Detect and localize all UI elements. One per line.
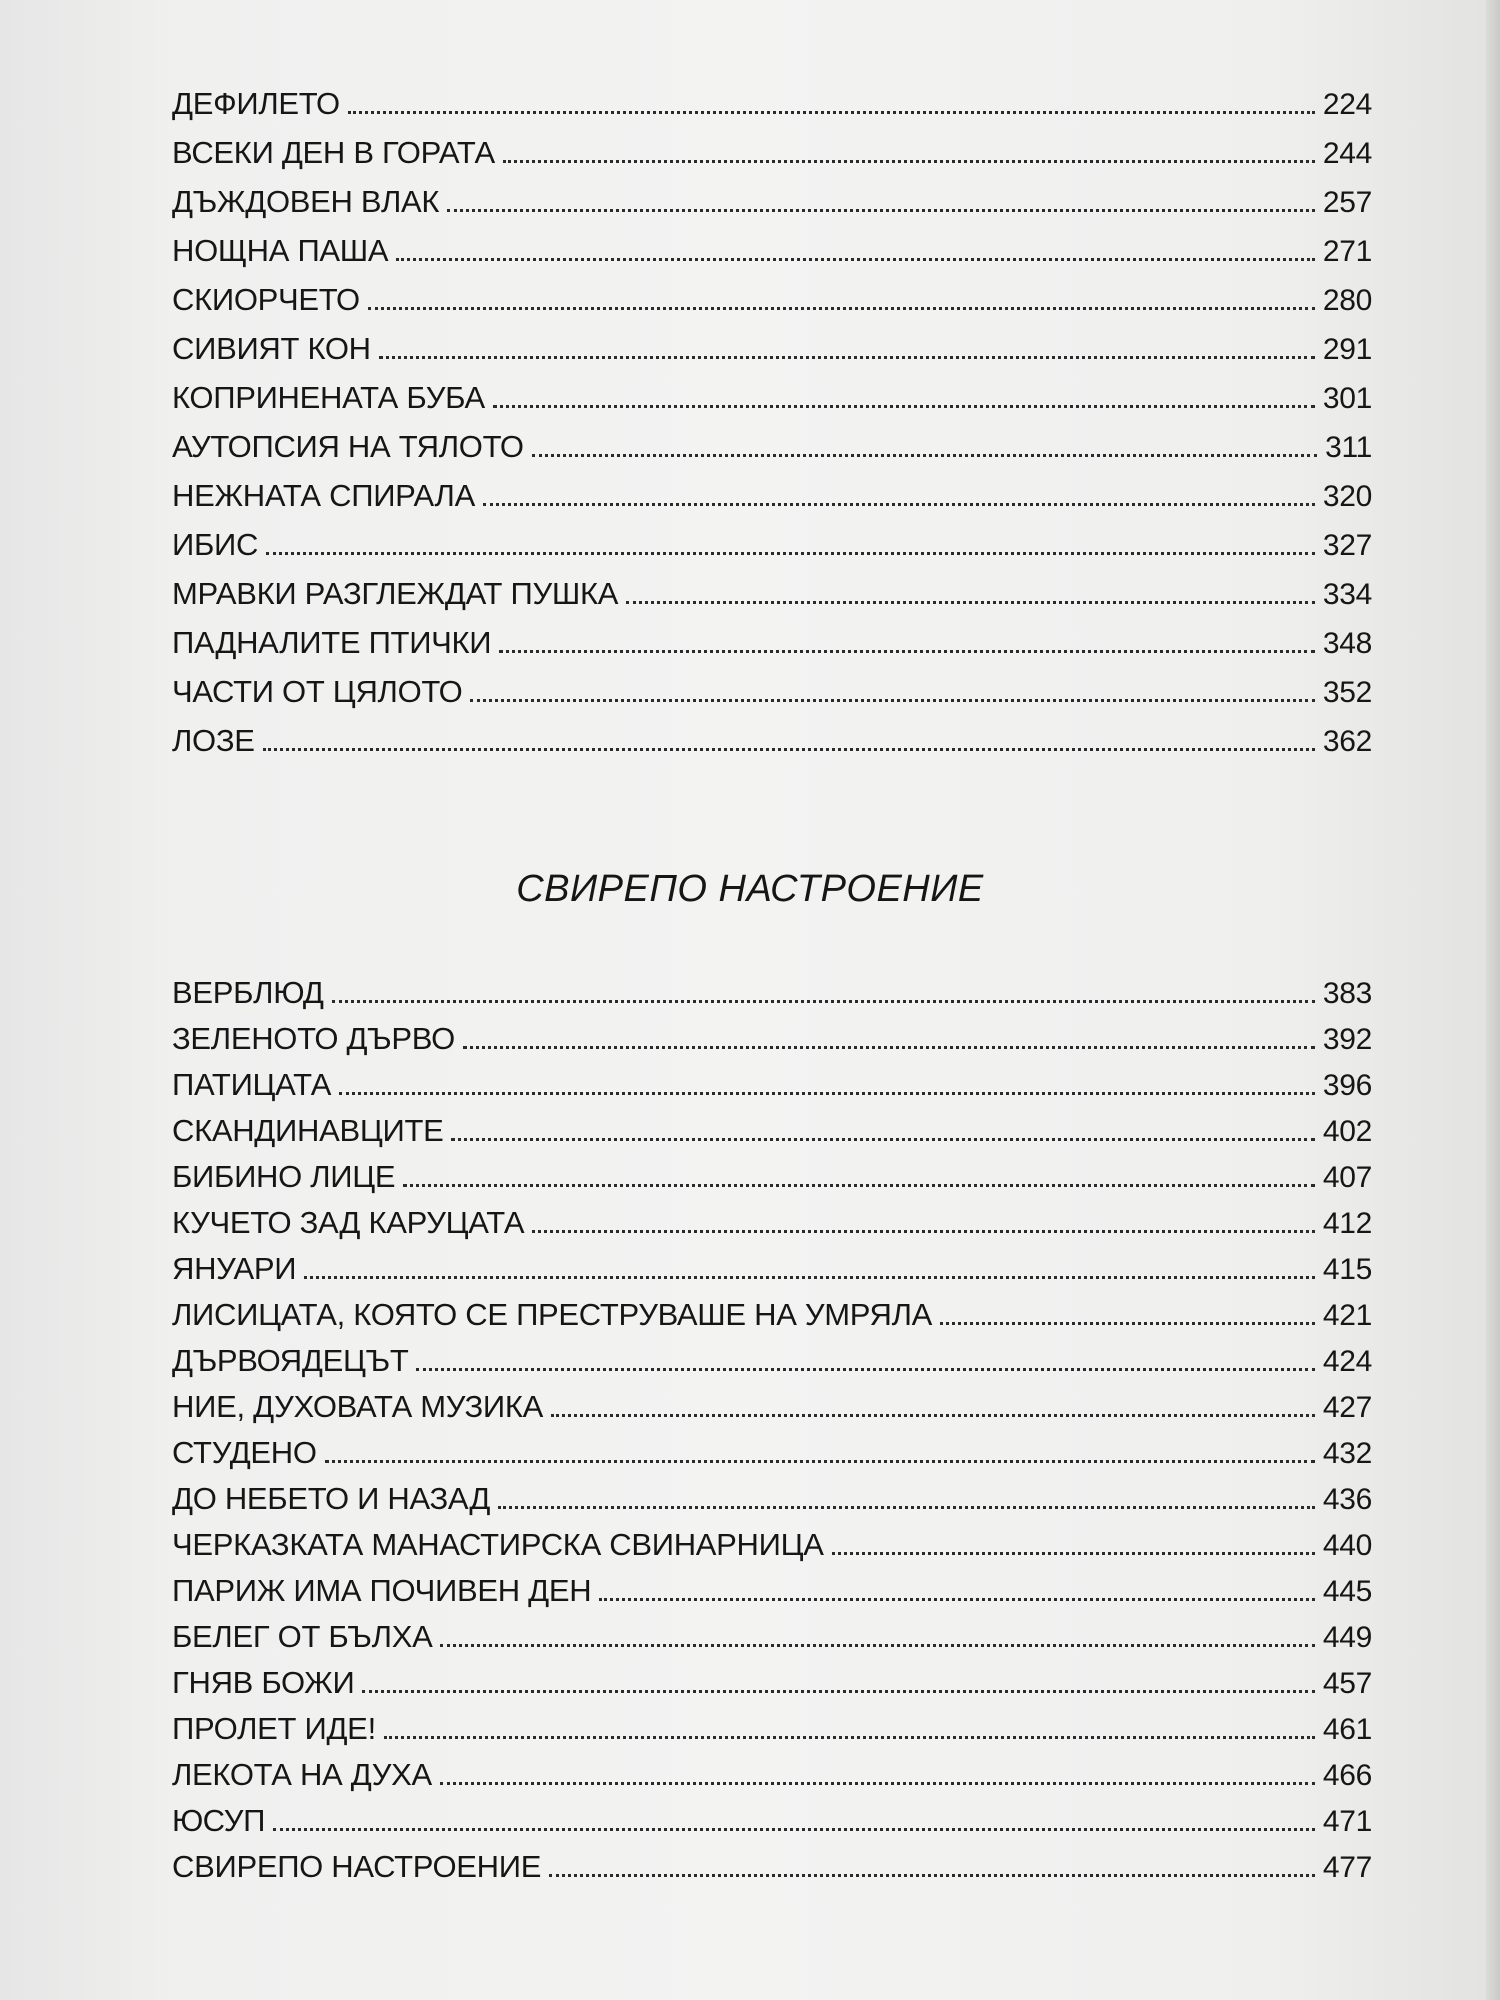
toc-entry-page: 466	[1322, 1759, 1372, 1792]
toc-entry-title: ЧАСТИ ОТ ЦЯЛОТО	[172, 674, 463, 709]
toc-entry-page: 320	[1322, 480, 1372, 513]
toc-leader-dots	[266, 552, 1315, 555]
toc-leader-dots	[551, 1414, 1315, 1417]
toc-entry	[172, 1113, 1372, 1159]
toc-leader-dots	[451, 1138, 1314, 1141]
toc-leader-dots	[440, 1644, 1314, 1647]
toc-entry-title: КУЧЕТО ЗАД КАРУЦАТА	[172, 1205, 525, 1240]
toc-entry-page: 457	[1322, 1667, 1372, 1700]
toc-entry-page: 392	[1322, 1023, 1372, 1056]
toc-entry	[172, 1205, 1372, 1251]
toc-entry	[172, 674, 1372, 723]
toc-entry-page: 224	[1322, 88, 1372, 121]
toc-entry-page: 383	[1322, 977, 1372, 1010]
toc-entry-title: ДЕФИЛЕТО	[172, 86, 340, 121]
toc-entry	[172, 1757, 1372, 1803]
toc-entry-title: ПАРИЖ ИМА ПОЧИВЕН ДЕН	[172, 1573, 592, 1608]
toc-entry-page: 415	[1322, 1253, 1372, 1286]
toc-entry	[172, 1619, 1372, 1665]
toc-leader-dots	[470, 699, 1314, 702]
toc-leader-dots	[403, 1184, 1315, 1187]
toc-list-part2	[172, 975, 1372, 1895]
toc-entry-page: 477	[1322, 1851, 1372, 1884]
toc-entry-page: 412	[1322, 1207, 1372, 1240]
toc-entry	[172, 1711, 1372, 1757]
toc-entry-page: 352	[1322, 676, 1372, 709]
toc-leader-dots	[339, 1092, 1315, 1095]
toc-leader-dots	[499, 650, 1315, 653]
toc-entry	[172, 380, 1372, 429]
toc-entry	[172, 1067, 1372, 1113]
toc-entry-title: БИБИНО ЛИЦЕ	[172, 1159, 396, 1194]
toc-entry-title: НОЩНА ПАША	[172, 233, 389, 268]
toc-entry-title: ПРОЛЕТ ИДЕ!	[172, 1711, 376, 1746]
toc-entry-title: ИБИС	[172, 527, 259, 562]
toc-entry	[172, 1021, 1372, 1067]
toc-entry-page: 301	[1322, 382, 1372, 415]
toc-entry	[172, 1343, 1372, 1389]
toc-leader-dots	[532, 1230, 1315, 1233]
toc-entry-title: ЛЕКОТА НА ДУХА	[172, 1757, 432, 1792]
toc-leader-dots	[263, 748, 1315, 751]
toc-entry-page: 291	[1322, 333, 1372, 366]
toc-entry-title: СКИОРЧЕТО	[172, 282, 360, 317]
toc-leader-dots	[362, 1690, 1314, 1693]
toc-entry	[172, 429, 1372, 478]
toc-leader-dots	[348, 111, 1315, 114]
toc-leader-dots	[273, 1828, 1315, 1831]
toc-leader-dots	[599, 1598, 1315, 1601]
toc-leader-dots	[483, 503, 1315, 506]
toc-entry	[172, 282, 1372, 331]
toc-leader-dots	[325, 1460, 1315, 1463]
toc-entry-title: СВИРЕПО НАСТРОЕНИЕ	[172, 1849, 542, 1884]
toc-entry-page: 440	[1322, 1529, 1372, 1562]
toc-entry-title: ЗЕЛЕНОТО ДЪРВО	[172, 1021, 455, 1056]
toc-entry	[172, 1389, 1372, 1435]
toc-entry-page: 471	[1322, 1805, 1372, 1838]
section-heading: СВИРЕПО НАСТРОЕНИЕ	[516, 868, 984, 910]
toc-entry-title: ГНЯВ БОЖИ	[172, 1665, 355, 1700]
toc-entry	[172, 233, 1372, 282]
page-edge	[1486, 0, 1500, 2000]
toc-entry-page: 427	[1322, 1391, 1372, 1424]
toc-entry-title: МРАВКИ РАЗГЛЕЖДАТ ПУШКА	[172, 576, 619, 611]
toc-entry	[172, 478, 1372, 527]
toc-entry	[172, 135, 1372, 184]
toc-leader-dots	[832, 1552, 1315, 1555]
toc-entry-title: СТУДЕНО	[172, 1435, 317, 1470]
toc-entry	[172, 1159, 1372, 1205]
toc-entry-title: ДО НЕБЕТО И НАЗАД	[172, 1481, 491, 1516]
toc-entry	[172, 86, 1372, 135]
toc-entry	[172, 975, 1372, 1021]
toc-entry-title: БЕЛЕГ ОТ БЪЛХА	[172, 1619, 433, 1654]
toc-entry-title: ДЪРВОЯДЕЦЪТ	[172, 1343, 409, 1378]
toc-leader-dots	[940, 1322, 1315, 1325]
toc-entry-title: ЛОЗЕ	[172, 723, 255, 758]
toc-entry	[172, 1665, 1372, 1711]
toc-leader-dots	[498, 1506, 1315, 1509]
toc-entry-title: ЮСУП	[172, 1803, 266, 1838]
toc-entry-title: ВСЕКИ ДЕН В ГОРАТА	[172, 135, 495, 170]
toc-entry-title: ПАТИЦАТА	[172, 1067, 332, 1102]
toc-entry	[172, 723, 1372, 772]
toc-entry	[172, 625, 1372, 674]
toc-leader-dots	[304, 1276, 1315, 1279]
toc-entry	[172, 527, 1372, 576]
toc-leader-dots	[396, 258, 1315, 261]
toc-entry-page: 421	[1322, 1299, 1372, 1332]
toc-entry-title: КОПРИНЕНАТА БУБА	[172, 380, 485, 415]
toc-entry-title: ДЪЖДОВЕН ВЛАК	[172, 184, 440, 219]
toc-entry-page: 461	[1322, 1713, 1372, 1746]
toc-entry-page: 271	[1322, 235, 1372, 268]
toc-entry	[172, 1251, 1372, 1297]
toc-leader-dots	[379, 356, 1315, 359]
toc-entry-page: 280	[1322, 284, 1372, 317]
toc-entry-title: СИВИЯТ КОН	[172, 331, 371, 366]
toc-entry	[172, 576, 1372, 625]
toc-entry	[172, 1297, 1372, 1343]
toc-list-part1	[172, 86, 1372, 772]
toc-leader-dots	[332, 1000, 1315, 1003]
toc-entry-page: 407	[1322, 1161, 1372, 1194]
toc-leader-dots	[463, 1046, 1315, 1049]
toc-entry-title: АУТОПСИЯ НА ТЯЛОТО	[172, 429, 524, 464]
toc-entry-page: 424	[1322, 1345, 1372, 1378]
toc-leader-dots	[503, 160, 1315, 163]
toc-entry-page: 432	[1322, 1437, 1372, 1470]
toc-entry-page: 449	[1322, 1621, 1372, 1654]
toc-entry	[172, 331, 1372, 380]
toc-entry-title: СКАНДИНАВЦИТЕ	[172, 1113, 444, 1148]
toc-entry-page: 244	[1322, 137, 1372, 170]
toc-entry-page: 327	[1322, 529, 1372, 562]
toc-entry-title: ПАДНАЛИТЕ ПТИЧКИ	[172, 625, 492, 660]
toc-entry-page: 445	[1322, 1575, 1372, 1608]
toc-leader-dots	[549, 1874, 1315, 1877]
toc-entry-title: ЧЕРКАЗКАТА МАНАСТИРСКА СВИНАРНИЦА	[172, 1527, 824, 1562]
toc-leader-dots	[626, 601, 1315, 604]
toc-entry-page: 257	[1322, 186, 1372, 219]
toc-leader-dots	[384, 1736, 1315, 1739]
toc-entry	[172, 1481, 1372, 1527]
toc-leader-dots	[440, 1782, 1315, 1785]
toc-entry	[172, 1573, 1372, 1619]
toc-leader-dots	[368, 307, 1315, 310]
toc-leader-dots	[447, 209, 1315, 212]
toc-entry-page: 402	[1322, 1115, 1372, 1148]
toc-leader-dots	[493, 405, 1315, 408]
toc-entry	[172, 1527, 1372, 1573]
toc-leader-dots	[532, 454, 1317, 457]
toc-entry	[172, 1435, 1372, 1481]
toc-leader-dots	[416, 1368, 1314, 1371]
toc-entry-title: НЕЖНАТА СПИРАЛА	[172, 478, 475, 513]
toc-entry-page: 396	[1322, 1069, 1372, 1102]
toc-entry-page: 334	[1322, 578, 1372, 611]
toc-entry-title: ЯНУАРИ	[172, 1251, 297, 1286]
toc-entry	[172, 184, 1372, 233]
toc-entry-title: НИЕ, ДУХОВАТА МУЗИКА	[172, 1389, 544, 1424]
toc-entry-page: 348	[1322, 627, 1372, 660]
toc-entry-page: 311	[1325, 431, 1372, 464]
toc-entry-page: 436	[1322, 1483, 1372, 1516]
toc-entry	[172, 1849, 1372, 1895]
toc-entry-title: ВЕРБЛЮД	[172, 975, 324, 1010]
toc-entry	[172, 1803, 1372, 1849]
toc-entry-title: ЛИСИЦАТА, КОЯТО СЕ ПРЕСТРУВАШЕ НА УМРЯЛА	[172, 1297, 933, 1332]
toc-entry-page: 362	[1322, 725, 1372, 758]
